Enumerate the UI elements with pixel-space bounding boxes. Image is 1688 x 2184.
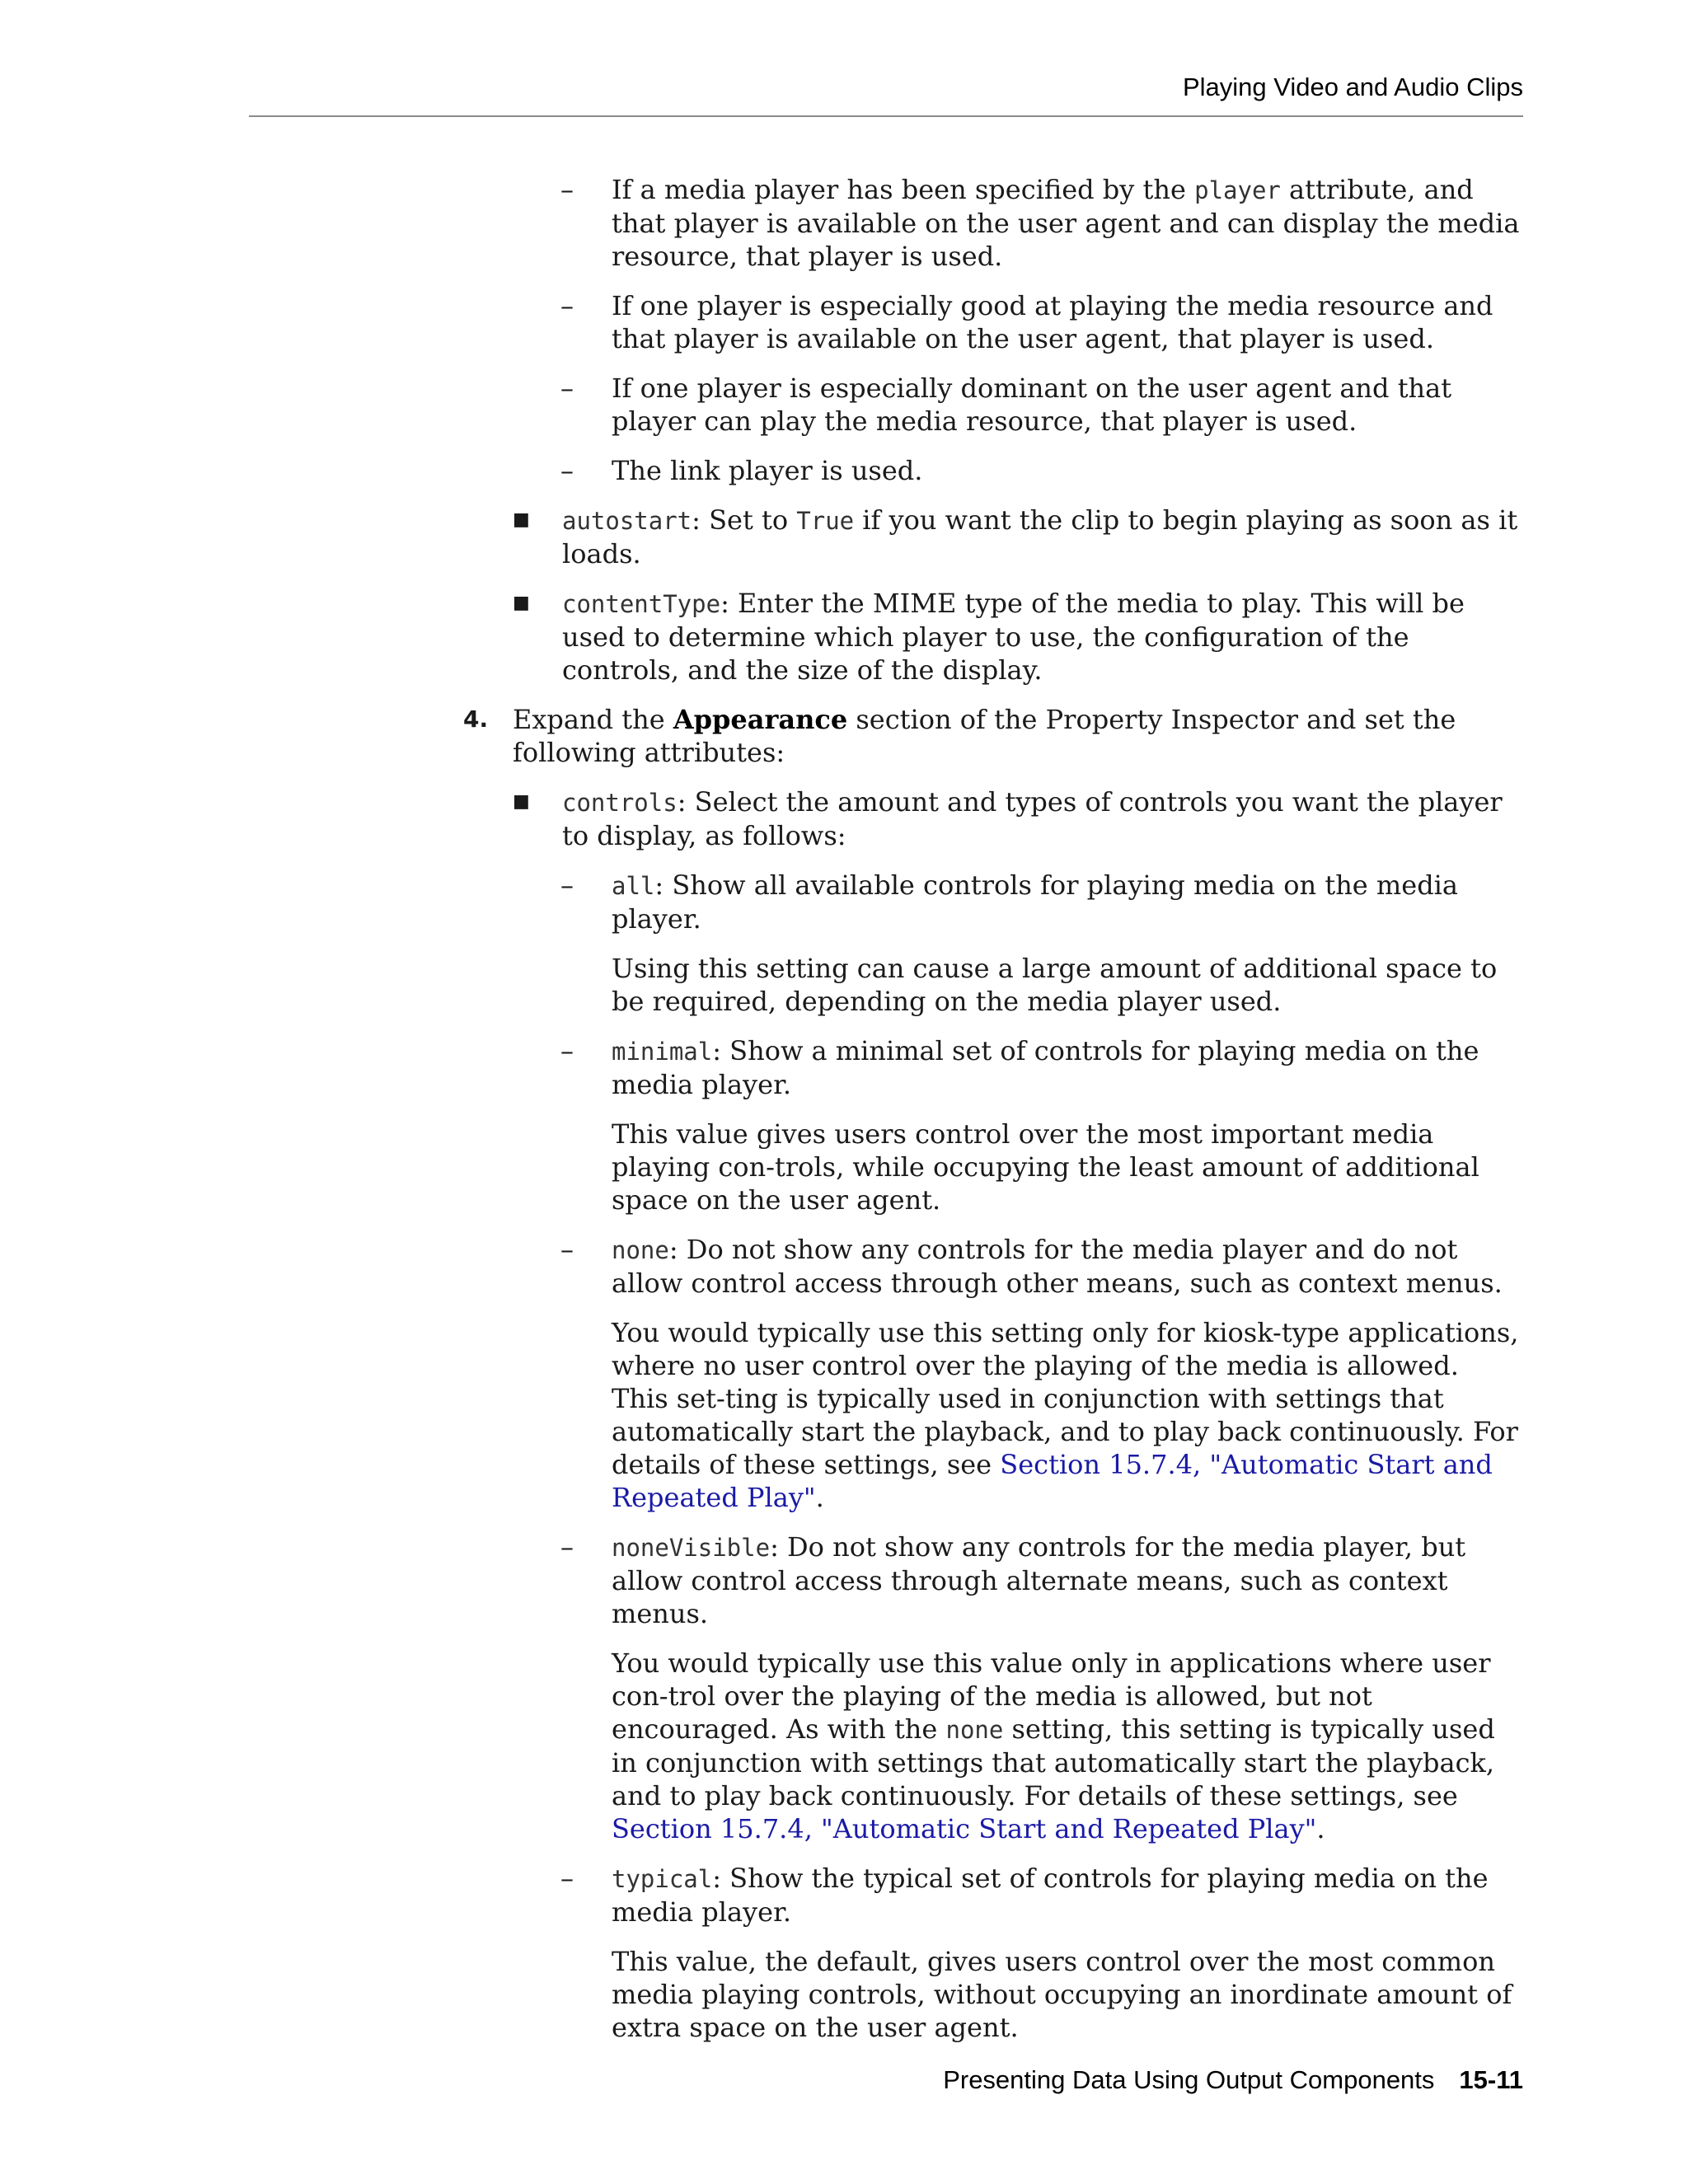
code-player: player (1194, 176, 1281, 204)
option-minimal (560, 1034, 1523, 1101)
contenttype-attribute (513, 587, 1523, 687)
rule-text: If one player is especially good at playing the media resource and that player is available on the user agent, that player is used. (612, 290, 1493, 354)
code-typical: typical (612, 1865, 713, 1893)
dash-marker: – (560, 455, 574, 486)
option-all (560, 869, 1523, 935)
option-nonevisible (560, 1530, 1523, 1630)
page-body (0, 173, 1688, 2060)
option-typical (560, 1862, 1523, 1929)
rule-text: attribute, and that player is available on the user agent and can display the media resource, that player is used. (612, 174, 1520, 272)
code-none-inline: none (945, 1716, 1004, 1744)
option-minimal-note: This value gives users control over the most important media playing con-trols, while occupying the least amount of additional space on the user agent. (612, 1118, 1479, 1216)
note-end: . (1316, 1813, 1325, 1844)
player-rule-dominant (560, 372, 1523, 438)
option-typical-note: This value, the default, gives users control over the most common media playing controls, without occupying an inordinate amount of extra space on the user agent. (612, 1946, 1512, 2043)
autostart-text-end: if you want the clip to begin playing as soon as it loads. (562, 504, 1518, 569)
note-text: You would typically use this value only in applications where user con-trol over the playing of the media is allowed, but not encouraged. As with the (612, 1647, 1491, 1745)
code-nonevisible: noneVisible (612, 1534, 771, 1562)
note-end: . (815, 1482, 824, 1513)
code-autostart: autostart (562, 507, 692, 535)
rule-text: The link player is used. (612, 455, 923, 486)
option-text: : Do not show any controls for the media player and do not allow control access through other means, such as context menus. (612, 1234, 1503, 1299)
step-text-end: section of the Property Inspector and set the following attributes: (513, 704, 1456, 768)
player-rule-specified (560, 173, 1523, 273)
note-text: You would typically use this setting only for kiosk-type applications, where no user control over the playing of the media is allowed. This set-ting is typically used in conjunction with settings that automatically start the playback, and to play back continuously. For details of these settings, see (612, 1317, 1519, 1480)
dash-marker: – (560, 1863, 574, 1894)
contenttype-text: : Enter the MIME type of the media to play. This will be used to determine which player to use, the configuration of the controls, and the size of the display. (562, 588, 1465, 686)
footer-chapter-title: Presenting Data Using Output Components (943, 2065, 1435, 2094)
autostart-attribute (513, 504, 1523, 570)
code-controls: controls (562, 789, 678, 817)
running-head-title: Playing Video and Audio Clips (1182, 73, 1523, 101)
page-number: 15-11 (1459, 2065, 1523, 2094)
option-text: : Show all available controls for playing media on the media player. (612, 869, 1458, 935)
option-none (560, 1233, 1523, 1300)
option-all-note: Using this setting can cause a large amount of additional space to be required, depending on the media player used. (612, 953, 1498, 1017)
dash-marker: – (560, 1234, 574, 1265)
section-15-7-4-link[interactable]: Section 15.7.4, "Automatic Start and Repeated Play" (612, 1813, 1317, 1844)
player-rule-link (560, 454, 1523, 487)
autostart-text: : Set to (692, 504, 797, 536)
step-text: Expand the (513, 704, 673, 735)
square-bullet-icon: ■ (513, 593, 530, 613)
page-footer (249, 2065, 1523, 2095)
dash-marker: – (560, 869, 574, 901)
step-number: 4. (463, 705, 489, 733)
controls-attribute (513, 785, 1523, 852)
rule-text: If one player is especially dominant on the user agent and that player can play the media resource, that player is used. (612, 373, 1452, 437)
code-all: all (612, 872, 655, 900)
controls-text: : Select the amount and types of controls you want the player to display, as follows: (562, 786, 1503, 851)
option-text: : Do not show any controls for the media player, but allow control access through alternate means, such as context menus. (612, 1531, 1466, 1629)
section-15-7-4-link[interactable]: Section 15.7.4, "Automatic Start and Repeated Play" (612, 1449, 1493, 1513)
code-true: True (796, 507, 855, 535)
dash-marker: – (560, 1531, 574, 1563)
square-bullet-icon: ■ (513, 791, 530, 812)
square-bullet-icon: ■ (513, 509, 530, 530)
dash-marker: – (560, 290, 574, 321)
option-text: : Show the typical set of controls for playing media on the media player. (612, 1863, 1489, 1928)
option-text: : Show a minimal set of controls for playing media on the media player. (612, 1035, 1479, 1100)
dash-marker: – (560, 1035, 574, 1066)
player-rule-good (560, 289, 1523, 355)
header-divider (249, 115, 1523, 117)
dash-marker: – (560, 373, 574, 404)
appearance-label: Appearance (673, 704, 848, 735)
code-none: none (612, 1236, 669, 1264)
option-none-note (612, 1316, 1523, 1514)
dash-marker: – (560, 174, 574, 205)
code-contenttype: contentType (562, 590, 721, 618)
rule-text-prefix: If a media player has been specified by the (612, 174, 1195, 205)
note-text-cont: setting, this setting is typically used in conjunction with settings that automatically start the playback, and to play back continuously. For details of these settings, see (612, 1713, 1495, 1811)
option-nonevisible-note (612, 1647, 1523, 1845)
code-minimal: minimal (612, 1038, 713, 1066)
step-4 (463, 703, 1523, 769)
